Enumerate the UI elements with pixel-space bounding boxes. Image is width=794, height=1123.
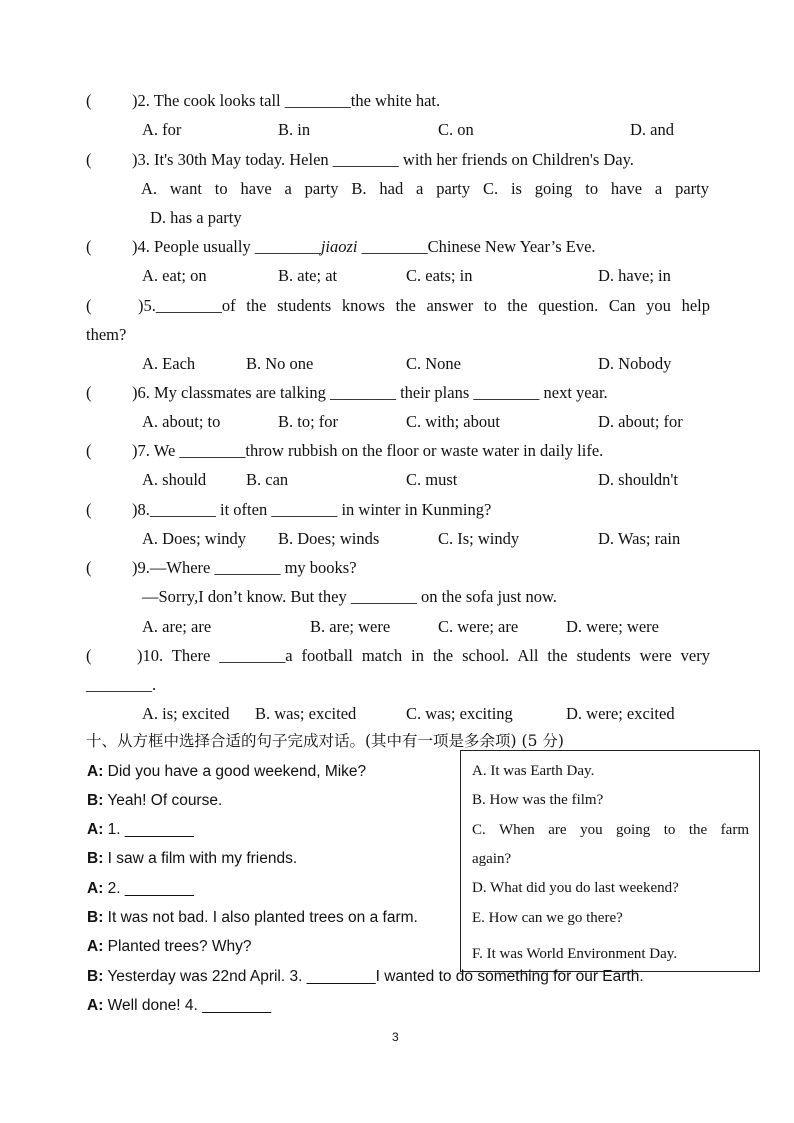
question-stem: )2. The cook looks tall ________the white hat. bbox=[132, 91, 441, 110]
question-6 bbox=[86, 383, 726, 403]
answer-paren: ( bbox=[86, 558, 92, 577]
question-5-stem-cont: them? bbox=[86, 325, 127, 344]
option-a: A. is; excited bbox=[142, 704, 230, 723]
dialogue-line bbox=[87, 791, 222, 811]
question-2 bbox=[86, 91, 726, 111]
question-10-stem: )10. There ________a football match in the school. All the students were very bbox=[137, 646, 710, 665]
speaker: A: bbox=[87, 880, 104, 897]
option-d: D. have; in bbox=[598, 266, 671, 285]
option-c: C. on bbox=[438, 120, 474, 139]
speaker: B: bbox=[87, 968, 104, 985]
option-c: C. was; exciting bbox=[406, 704, 513, 723]
option-a: A. Does; windy bbox=[142, 529, 247, 548]
option-c: C. must bbox=[406, 470, 458, 489]
dialogue-text: Yesterday was 22nd April. 3. ________I wanted to do something for our Earth. bbox=[103, 968, 644, 985]
option-d: D. were; were bbox=[566, 617, 659, 636]
question-stem: )7. We ________throw rubbish on the floor or waste water in daily life. bbox=[132, 441, 604, 460]
speaker: A: bbox=[87, 938, 104, 955]
option-b: B. No one bbox=[246, 354, 314, 373]
option-c: C. Is; windy bbox=[438, 529, 520, 548]
option-b: B. Does; winds bbox=[278, 529, 380, 548]
dialogue-line bbox=[87, 996, 271, 1016]
option-c: C. eats; in bbox=[406, 266, 473, 285]
option-c: C. None bbox=[406, 354, 461, 373]
dialogue-text: Did you have a good weekend, Mike? bbox=[103, 763, 367, 780]
speaker: B: bbox=[87, 909, 104, 926]
question-10-stem-cont: ________. bbox=[86, 675, 157, 694]
stem-pre: )4. People usually ________ bbox=[132, 237, 321, 256]
option-b: B. in bbox=[278, 120, 311, 139]
option-b: B. to; for bbox=[278, 412, 339, 431]
dialogue-text: Planted trees? Why? bbox=[103, 938, 252, 955]
dialogue-text: It was not bad. I also planted trees on a farm. bbox=[103, 909, 418, 926]
answer-paren: ( bbox=[86, 500, 92, 519]
question-stem: )8.________ it often ________ in winter in Kunming? bbox=[132, 500, 492, 519]
question-stem: )6. My classmates are talking ________ their plans ________ next year. bbox=[132, 383, 608, 402]
box-option-d: D. What did you do last weekend? bbox=[472, 880, 679, 896]
option-a: A. should bbox=[142, 470, 207, 489]
option-d: D. and bbox=[630, 120, 674, 139]
option-b: B. ate; at bbox=[278, 266, 338, 285]
question-8 bbox=[86, 500, 726, 520]
stem-post: ________Chinese New Year’s Eve. bbox=[357, 237, 596, 256]
option-a: A. are; are bbox=[142, 617, 212, 636]
answer-paren: ( bbox=[86, 150, 92, 169]
dialogue-line bbox=[87, 849, 297, 869]
option-b: B. are; were bbox=[310, 617, 391, 636]
speaker: B: bbox=[87, 792, 104, 809]
dialogue-line bbox=[87, 967, 644, 987]
option-d: D. has a party bbox=[150, 208, 242, 227]
dialogue-line bbox=[87, 937, 252, 957]
box-option-f: F. It was World Environment Day. bbox=[472, 946, 678, 962]
answer-paren: ( bbox=[86, 91, 92, 110]
speaker: B: bbox=[87, 850, 104, 867]
dialogue-text: 1. ________ bbox=[103, 821, 194, 838]
section-heading: 十、从方框中选择合适的句子完成对话。(其中有一项是多余项) (5 分) bbox=[86, 732, 564, 750]
question-stem bbox=[132, 237, 596, 257]
page-number: 3 bbox=[392, 1030, 399, 1044]
option-b: B. was; excited bbox=[255, 704, 357, 723]
question-9 bbox=[86, 558, 726, 578]
answer-paren: ( bbox=[86, 383, 92, 402]
box-option-c-cont: again? bbox=[472, 851, 512, 867]
answer-paren: ( bbox=[86, 237, 92, 256]
box-option-e: E. How can we go there? bbox=[472, 910, 623, 926]
dialogue-text: I saw a film with my friends. bbox=[103, 850, 298, 867]
question-stem: )3. It's 30th May today. Helen ________ with her friends on Children's Day. bbox=[132, 150, 634, 169]
option-a: A. about; to bbox=[142, 412, 221, 431]
dialogue-line bbox=[87, 762, 366, 782]
box-option-c: C. When are you going to the farm bbox=[472, 822, 749, 838]
question-7 bbox=[86, 441, 726, 461]
dialogue-line bbox=[87, 908, 418, 928]
option-a: A. for bbox=[142, 120, 182, 139]
box-option-a: A. It was Earth Day. bbox=[472, 763, 595, 779]
option-d: D. Was; rain bbox=[598, 529, 681, 548]
option-a: A. Each bbox=[142, 354, 196, 373]
speaker: A: bbox=[87, 821, 104, 838]
options-box bbox=[460, 750, 760, 972]
answer-paren: ( bbox=[86, 646, 92, 665]
dialogue-line bbox=[87, 879, 194, 899]
dialogue-text: Well done! 4. ________ bbox=[103, 997, 272, 1014]
option-a: A. eat; on bbox=[142, 266, 207, 285]
option-d: D. about; for bbox=[598, 412, 683, 431]
question-9-reply: —Sorry,I don’t know. But they ________ on the sofa just now. bbox=[142, 587, 557, 606]
speaker: A: bbox=[87, 763, 104, 780]
box-option-b: B. How was the film? bbox=[472, 792, 604, 808]
option-b: B. can bbox=[246, 470, 289, 489]
dialogue-text: 2. ________ bbox=[103, 880, 194, 897]
speaker: A: bbox=[87, 997, 104, 1014]
stem-italic-word: jiaozi bbox=[320, 237, 358, 256]
question-4 bbox=[86, 237, 726, 257]
option-c: C. with; about bbox=[406, 412, 500, 431]
question-3 bbox=[86, 150, 726, 170]
answer-paren: ( bbox=[86, 296, 92, 315]
option-c: C. were; are bbox=[438, 617, 519, 636]
dialogue-line bbox=[87, 820, 194, 840]
option-d: D. shouldn't bbox=[598, 470, 678, 489]
dialogue-text: Yeah! Of course. bbox=[103, 792, 223, 809]
question-stem: )9.—Where ________ my books? bbox=[132, 558, 357, 577]
options-line: A. want to have a party B. had a party C. is going to have a party bbox=[141, 179, 709, 198]
answer-paren: ( bbox=[86, 441, 92, 460]
option-d: D. were; excited bbox=[566, 704, 675, 723]
question-5-stem: )5.________of the students knows the answer to the question. Can you help bbox=[138, 296, 710, 315]
option-d: D. Nobody bbox=[598, 354, 672, 373]
